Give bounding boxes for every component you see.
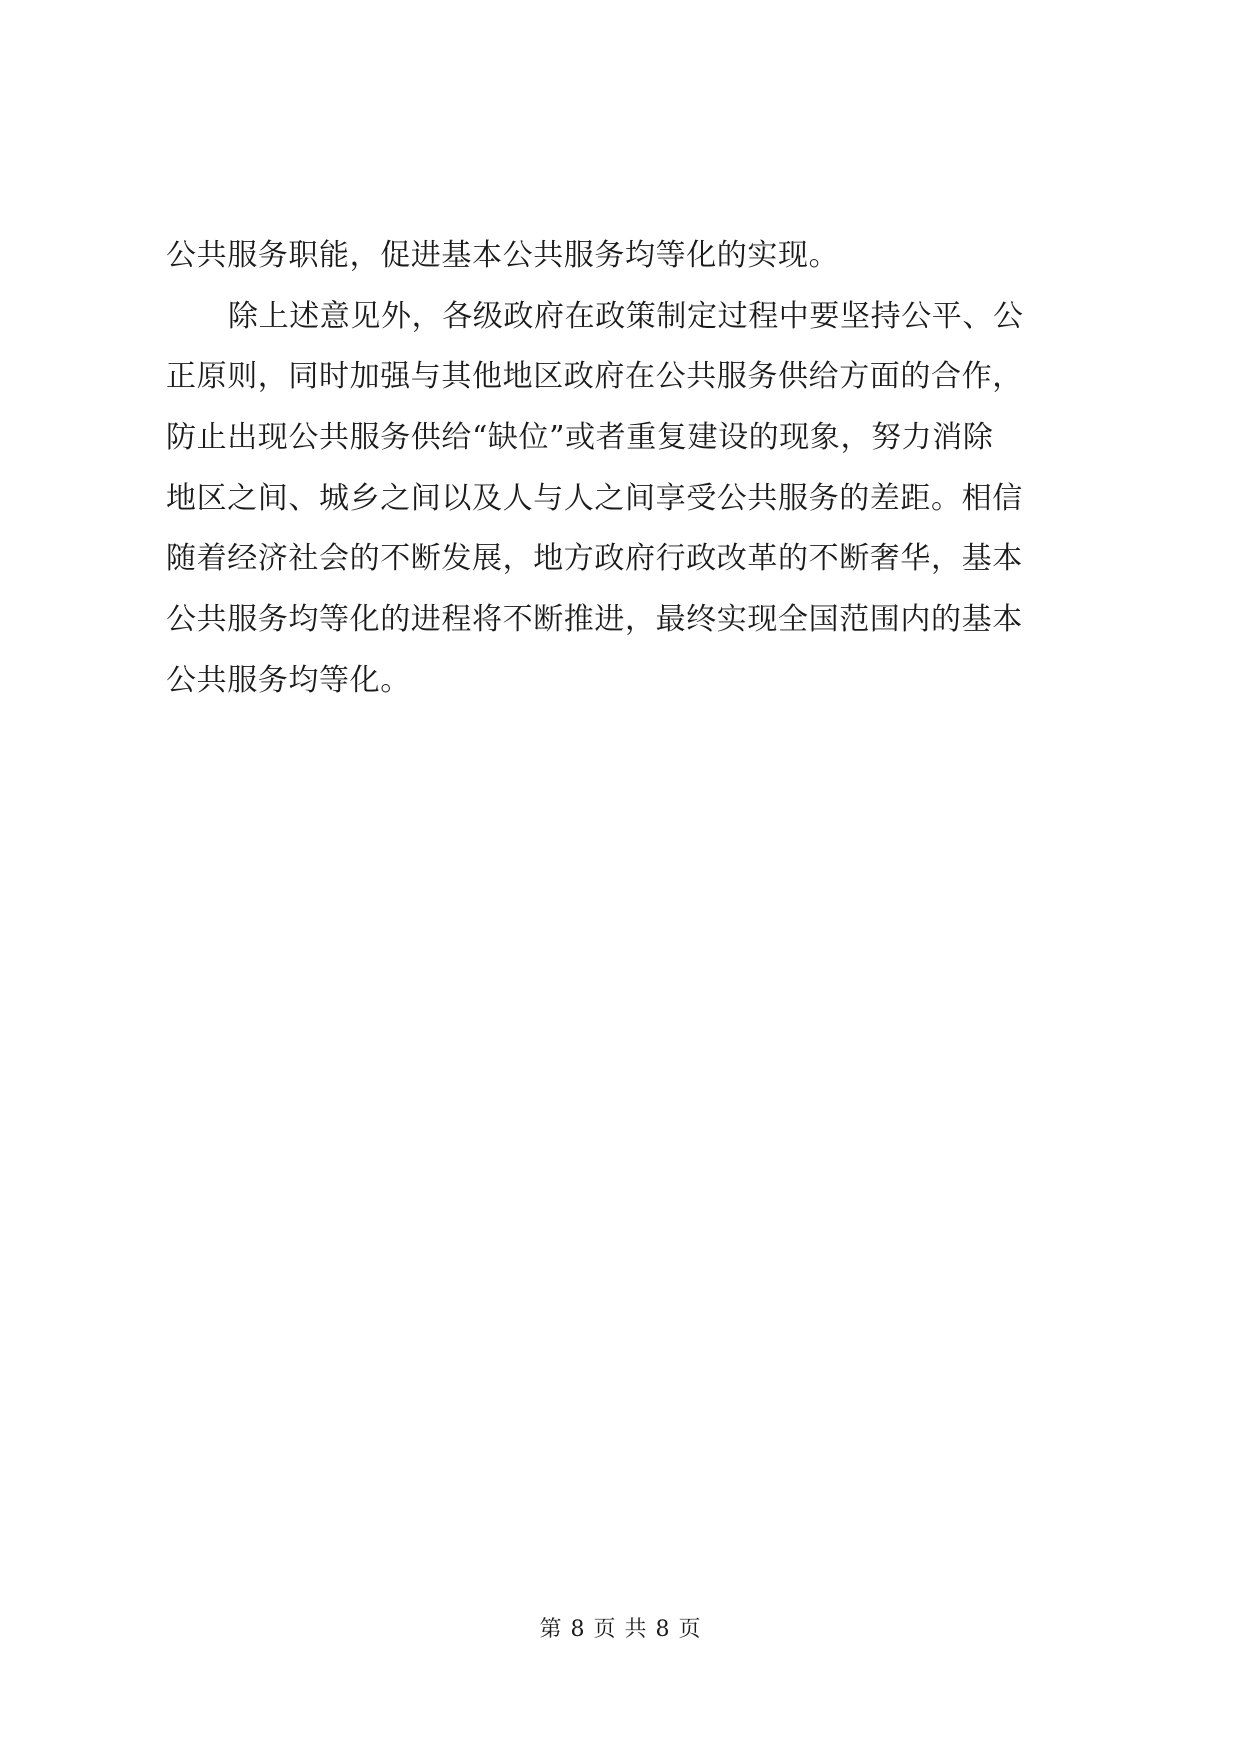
text-line: 防止出现公共服务供给“缺位”或者重复建设的现象，努力消除: [166, 420, 994, 456]
text-line: 公共服务职能，促进基本公共服务均等化的实现。: [166, 238, 840, 273]
page-number-footer: 第 8 页 共 8 页: [539, 1617, 702, 1642]
text-line: 公共服务均等化的进程将不断推进，最终实现全国范围内的基本: [166, 602, 1023, 638]
text-line: 随着经济社会的不断发展，地方政府行政改革的不断奢华，基本: [166, 541, 1023, 577]
body-text: [166, 226, 1086, 712]
paragraph-first-line: 除上述意见外，各级政府在政策制定过程中要坚持公平、公: [228, 298, 1024, 334]
text-line: 地区之间、城乡之间以及人与人之间享受公共服务的差距。相信: [166, 480, 1023, 516]
text-line: 正原则，同时加强与其他地区政府在公共服务供给方面的合作，: [166, 359, 1023, 395]
text-line: 公共服务均等化。: [166, 662, 411, 698]
